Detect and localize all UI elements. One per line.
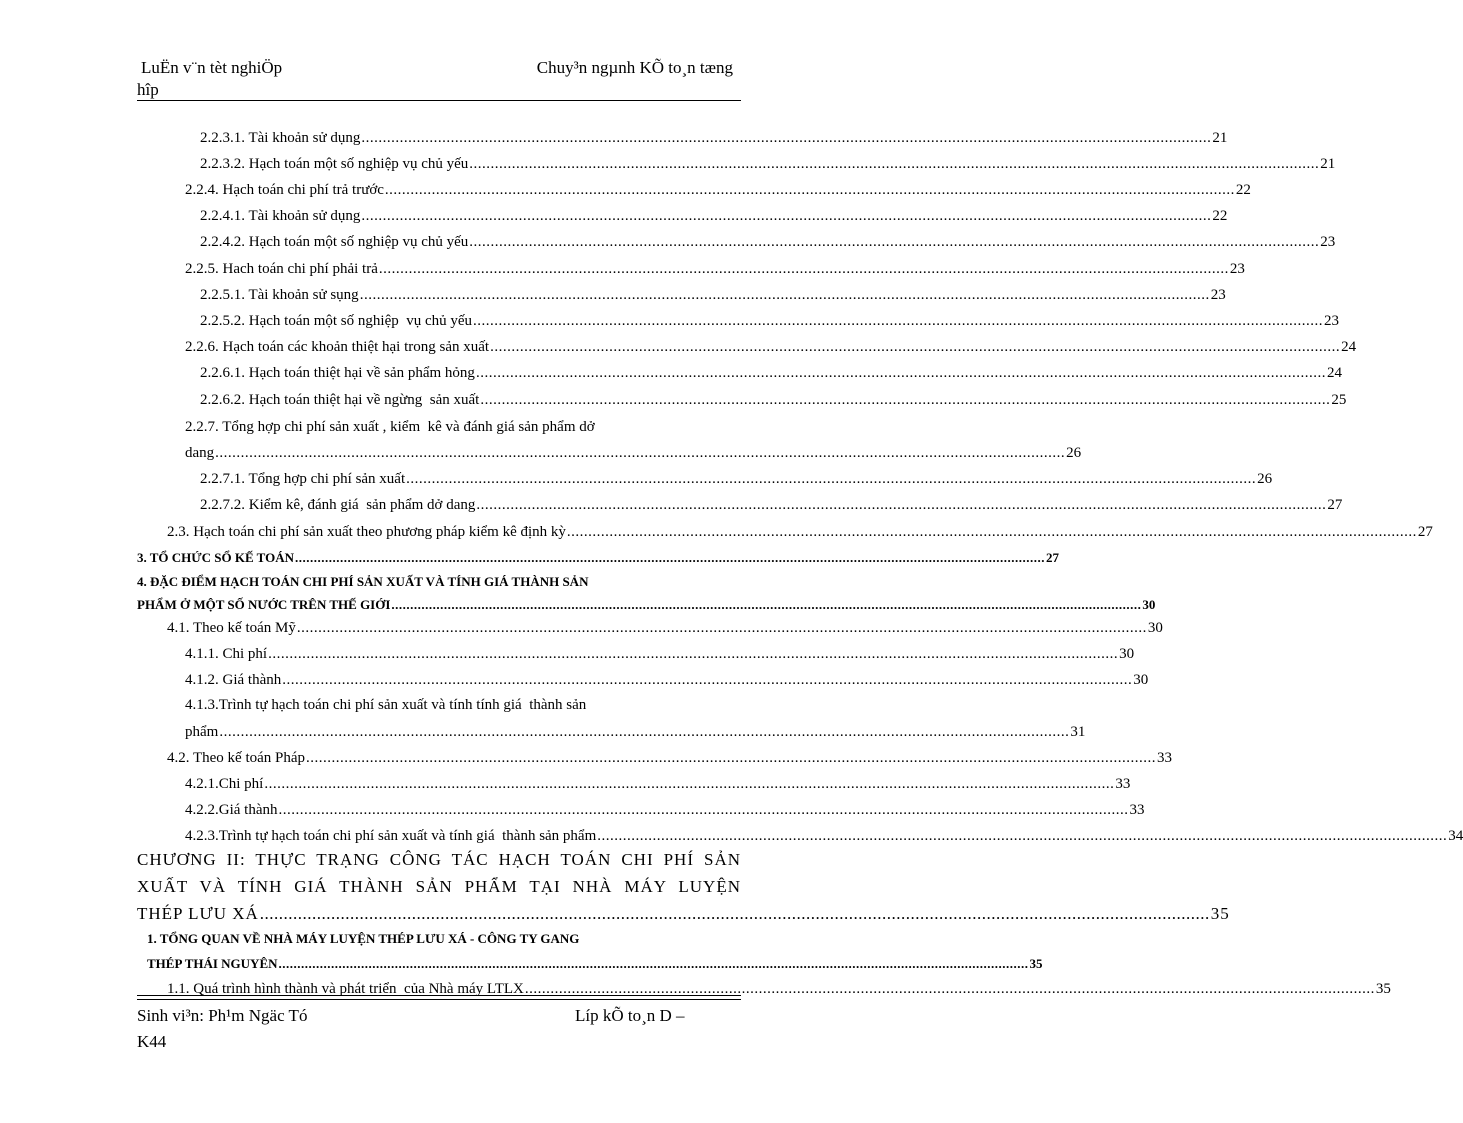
toc-entry-title: 1. TỔNG QUAN VỀ NHÀ MÁY LUYỆN THÉP LƯU XÁ - CÔNG TY GANG — [147, 931, 580, 946]
toc-dot-leader: ........................................................................................................................................................................................................ — [306, 750, 1157, 766]
toc-dot-leader: ........................................................................................................................................................................................................ — [384, 182, 1235, 198]
toc-entry — [137, 850, 741, 870]
toc-dot-leader: ........................................................................................................................................................................................................ — [473, 313, 1324, 329]
toc-page-number: 25 — [1331, 392, 1347, 408]
toc-entry — [137, 548, 1059, 568]
toc-entry-title: CHƯƠNG II: THỰC TRẠNG CÔNG TÁC HẠCH TOÁN CHI PHÍ SẢN — [137, 850, 741, 869]
toc-entry-title: 2.2.6. Hạch toán các khoản thiệt hại trong sản xuất — [185, 339, 490, 355]
toc-entry — [167, 979, 1391, 999]
toc-page-number: 21 — [1212, 130, 1228, 146]
toc-dot-leader: ........................................................................................................................................................................................................ — [296, 620, 1147, 636]
toc-entry-title: dang — [185, 445, 215, 461]
toc-page-number: 23 — [1324, 313, 1340, 329]
toc-page-number: 26 — [1066, 445, 1082, 461]
toc-entry — [185, 774, 1131, 794]
toc-entry-title: XUẤT VÀ TÍNH GIÁ THÀNH SẢN PHẨM TẠI NHÀ MÁY LUYỆN — [137, 877, 741, 896]
toc-entry-title: 2.2.4.2. Hạch toán một số nghiệp vụ chủ yếu — [200, 234, 469, 250]
toc-page-number: 24 — [1326, 365, 1342, 381]
header-left-wrap: hîp — [137, 80, 159, 99]
toc-entry — [200, 232, 1336, 252]
toc-entry-title: 2.2.6.1. Hạch toán thiệt hại về sản phẩm hỏng — [200, 365, 475, 381]
header-left-text: LuËn v¨n tèt nghiÖp — [141, 58, 283, 77]
toc-entry — [200, 495, 1343, 515]
footer-left-text: Sinh vi³n: Ph¹m Ngäc Tó — [137, 1006, 308, 1025]
toc-entry — [185, 443, 1082, 463]
toc-entry-title: 4.1. Theo kế toán Mỹ — [167, 620, 296, 636]
toc-dot-leader: ........................................................................................................................................................................................................ — [278, 956, 1029, 971]
toc-entry — [185, 180, 1251, 200]
toc-entry — [185, 826, 1463, 846]
toc-page-number: 35 — [1375, 981, 1391, 997]
toc-entry-title: 4. ĐẶC ĐIỂM HẠCH TOÁN CHI PHÍ SẢN XUẤT VÀ TÍNH GIÁ THÀNH SẢN — [137, 574, 589, 589]
footer-rule-bottom — [137, 999, 741, 1000]
toc-entry — [185, 670, 1149, 690]
toc-entry — [200, 285, 1226, 305]
toc-entry — [200, 128, 1228, 148]
toc-entry-title: 2.2.7. Tổng hợp chi phí sản xuất , kiểm kê và đánh giá sản phẩm dở — [185, 419, 595, 435]
toc-entry-title: 2.2.5.1. Tài khoản sử sụng — [200, 287, 359, 303]
toc-page-number: 23 — [1320, 234, 1336, 250]
toc-entry — [137, 877, 741, 897]
toc-entry-title: 2.2.3.1. Tài khoản sử dụng — [200, 130, 361, 146]
toc-entry-title: 4.2.2.Giá thành — [185, 802, 278, 818]
header-right-text: Chuy³n ngµnh KÕ to¸n tæng — [536, 58, 733, 77]
toc-entry — [185, 259, 1245, 279]
toc-entry-title: THÉP THÁI NGUYÊN — [147, 956, 278, 971]
toc-entry-title: 4.1.3.Trình tự hạch toán chi phí sản xuất và tính tính giá thành sản — [185, 697, 587, 713]
toc-page-number: 22 — [1235, 182, 1251, 198]
toc-entry — [200, 469, 1273, 489]
toc-page-number: 31 — [1070, 724, 1086, 740]
toc-page-number: 33 — [1129, 802, 1145, 818]
toc-page-number: 30 — [1142, 597, 1156, 612]
toc-page-number: 22 — [1212, 208, 1228, 224]
toc-entry-title: 2.2.7.2. Kiểm kê, đánh giá sản phẩm dở dang — [200, 497, 476, 513]
toc-dot-leader: ........................................................................................................................................................................................................ — [359, 287, 1210, 303]
toc-dot-leader: ........................................................................................................................................................................................................ — [566, 524, 1417, 540]
toc-dot-leader: ........................................................................................................................................................................................................ — [278, 802, 1129, 818]
toc-dot-leader: ........................................................................................................................................................................................................ — [524, 981, 1375, 997]
toc-entry — [185, 417, 741, 437]
toc-page-number: 35 — [1210, 904, 1230, 923]
toc-page-number: 26 — [1257, 471, 1273, 487]
toc-entry — [185, 722, 1086, 742]
toc-entry — [200, 363, 1342, 383]
header-rule — [137, 100, 741, 101]
toc-entry-title: 3. TỔ CHỨC SỔ KẾ TOÁN — [137, 550, 294, 565]
toc-dot-leader: ........................................................................................................................................................................................................ — [268, 646, 1119, 662]
toc-entry — [167, 748, 1173, 768]
toc-dot-leader: ........................................................................................................................................................................................................ — [361, 130, 1212, 146]
toc-dot-leader: ........................................................................................................................................................................................................ — [490, 339, 1341, 355]
toc-page-number: 30 — [1147, 620, 1163, 636]
toc-entry — [167, 522, 1433, 542]
toc-page-number: 24 — [1341, 339, 1357, 355]
toc-dot-leader: ........................................................................................................................................................................................................ — [469, 156, 1320, 172]
toc-dot-leader: ........................................................................................................................................................................................................ — [391, 597, 1142, 612]
toc-entry-title: phẩm — [185, 724, 219, 740]
toc-entry — [185, 644, 1135, 664]
toc-dot-leader: ........................................................................................................................................................................................................ — [378, 261, 1229, 277]
toc-entry — [200, 154, 1336, 174]
toc-entry-title: 2.3. Hạch toán chi phí sản xuất theo phương pháp kiểm kê định kỳ — [167, 524, 566, 540]
toc-entry — [167, 618, 1163, 638]
toc-page-number: 21 — [1320, 156, 1336, 172]
toc-entry-title: PHẨM Ở MỘT SỐ NƯỚC TRÊN THẾ GIỚI — [137, 597, 391, 612]
toc-entry-title: 2.2.4. Hạch toán chi phí trả trước — [185, 182, 384, 198]
toc-entry-title: 2.2.6.2. Hạch toán thiệt hại về ngừng sản xuất — [200, 392, 480, 408]
toc-page-number: 23 — [1210, 287, 1226, 303]
toc-entry — [185, 800, 1145, 820]
toc-dot-leader: ........................................................................................................................................................................................................ — [406, 471, 1257, 487]
toc-entry — [137, 572, 741, 592]
toc-entry — [200, 206, 1228, 226]
toc-entry-title: 2.2.3.2. Hạch toán một số nghiệp vụ chủ yếu — [200, 156, 469, 172]
toc-entry-title: 1.1. Quá trình hình thành và phát triển của Nhà máy LTLX — [167, 981, 524, 997]
toc-dot-leader: ........................................................................................................................................................................................................ — [475, 365, 1326, 381]
toc-page-number: 27 — [1046, 550, 1059, 565]
toc-entry-title: 4.2.3.Trình tự hạch toán chi phí sản xuất và tính giá thành sản phẩm — [185, 828, 597, 844]
toc-entry-title: 4.2. Theo kế toán Pháp — [167, 750, 306, 766]
toc-page-number: 33 — [1115, 776, 1131, 792]
toc-entry-title: 4.1.1. Chi phí — [185, 646, 268, 662]
toc-entry-title: 4.1.2. Giá thành — [185, 672, 282, 688]
toc-entry — [200, 311, 1340, 331]
toc-page-number: 30 — [1133, 672, 1149, 688]
toc-entry-title: 2.2.5. Hach toán chi phí phải trả — [185, 261, 378, 277]
toc-page-number: 23 — [1229, 261, 1245, 277]
toc-page-number: 34 — [1448, 828, 1463, 844]
toc-dot-leader: ........................................................................................................................................................................................................ — [295, 550, 1045, 565]
footer-rule-top — [137, 995, 741, 996]
toc-page-number: 30 — [1119, 646, 1135, 662]
footer-left-wrap: K44 — [137, 1032, 167, 1051]
footer-right-text: Líp kÕ to¸n D – — [575, 1006, 685, 1025]
toc-entry-title: 2.2.4.1. Tài khoản sử dụng — [200, 208, 361, 224]
toc-dot-leader: ........................................................................................................................................................................................................ — [469, 234, 1320, 250]
toc-dot-leader: ........................................................................................................................................................................................................ — [215, 445, 1066, 461]
toc-entry-title: 4.2.1.Chi phí — [185, 776, 264, 792]
toc-dot-leader: ........................................................................................................................................................................................................ — [259, 904, 1210, 923]
toc-dot-leader: ........................................................................................................................................................................................................ — [480, 392, 1331, 408]
toc-entry — [137, 595, 1156, 615]
toc-page-number: 27 — [1417, 524, 1433, 540]
toc-entry — [137, 904, 1230, 924]
toc-dot-leader: ........................................................................................................................................................................................................ — [219, 724, 1070, 740]
toc-dot-leader: ........................................................................................................................................................................................................ — [282, 672, 1133, 688]
toc-page-number: 27 — [1327, 497, 1343, 513]
toc-dot-leader: ........................................................................................................................................................................................................ — [361, 208, 1212, 224]
toc-entry-title: 2.2.7.1. Tổng hợp chi phí sản xuất — [200, 471, 406, 487]
toc-entry-title: 2.2.5.2. Hạch toán một số nghiệp vụ chủ yếu — [200, 313, 473, 329]
toc-dot-leader: ........................................................................................................................................................................................................ — [476, 497, 1327, 513]
toc-dot-leader: ........................................................................................................................................................................................................ — [597, 828, 1448, 844]
toc-entry-title: THÉP LƯU XÁ — [137, 904, 259, 923]
toc-entry — [200, 390, 1347, 410]
toc-page-number: 35 — [1029, 956, 1043, 971]
toc-dot-leader: ........................................................................................................................................................................................................ — [264, 776, 1115, 792]
toc-entry — [147, 954, 1043, 974]
toc-page-number: 33 — [1157, 750, 1173, 766]
toc-entry — [147, 929, 741, 949]
toc-entry — [185, 337, 1357, 357]
toc-entry — [185, 695, 741, 715]
